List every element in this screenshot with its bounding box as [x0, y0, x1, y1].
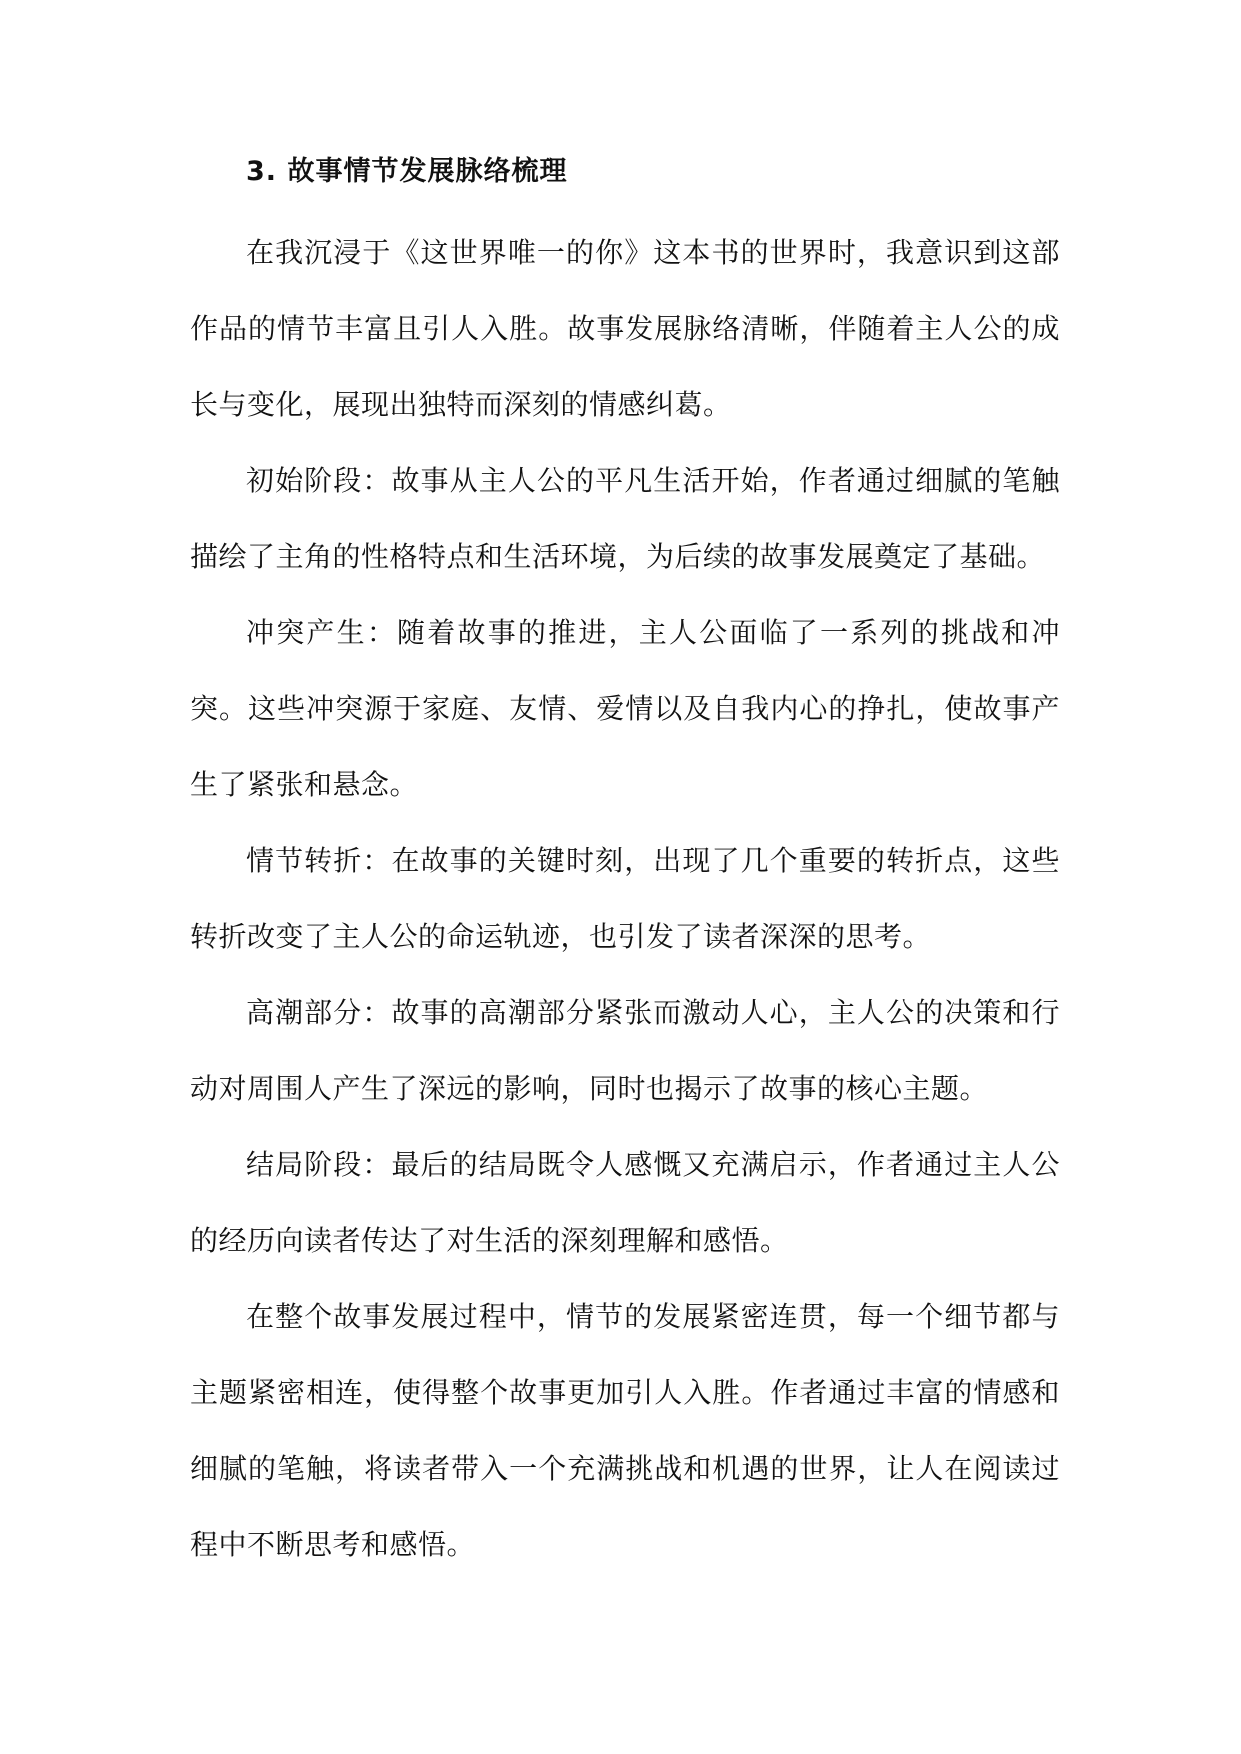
paragraph-conflict: 冲突产生：随着故事的推进，主人公面临了一系列的挑战和冲突。这些冲突源于家庭、友情、爱情以及自我内心的挣扎，使故事产生了紧张和悬念。 [190, 616, 1060, 801]
section-heading: 3. 故事情节发展脉络梳理 [246, 156, 568, 187]
paragraph-ending: 结局阶段：最后的结局既令人感慨又充满启示，作者通过主人公的经历向读者传达了对生活的深刻理解和感悟。 [190, 1148, 1060, 1257]
paragraph-intro: 在我沉浸于《这世界唯一的你》这本书的世界时，我意识到这部作品的情节丰富且引人入胜。故事发展脉络清晰，伴随着主人公的成长与变化，展现出独特而深刻的情感纠葛。 [190, 236, 1060, 421]
document-body [190, 146, 1060, 1583]
paragraph-climax: 高潮部分：故事的高潮部分紧张而激动人心，主人公的决策和行动对周围人产生了深远的影响，同时也揭示了故事的核心主题。 [190, 996, 1060, 1105]
paragraph-initial-stage: 初始阶段：故事从主人公的平凡生活开始，作者通过细腻的笔触描绘了主角的性格特点和生活环境，为后续的故事发展奠定了基础。 [190, 464, 1060, 573]
paragraph-summary: 在整个故事发展过程中，情节的发展紧密连贯，每一个细节都与主题紧密相连，使得整个故事更加引人入胜。作者通过丰富的情感和细腻的笔触，将读者带入一个充满挑战和机遇的世界，让人在阅读过程中不断思考和感悟。 [190, 1300, 1060, 1561]
paragraph-turning-point: 情节转折：在故事的关键时刻，出现了几个重要的转折点，这些转折改变了主人公的命运轨迹，也引发了读者深深的思考。 [190, 844, 1060, 953]
